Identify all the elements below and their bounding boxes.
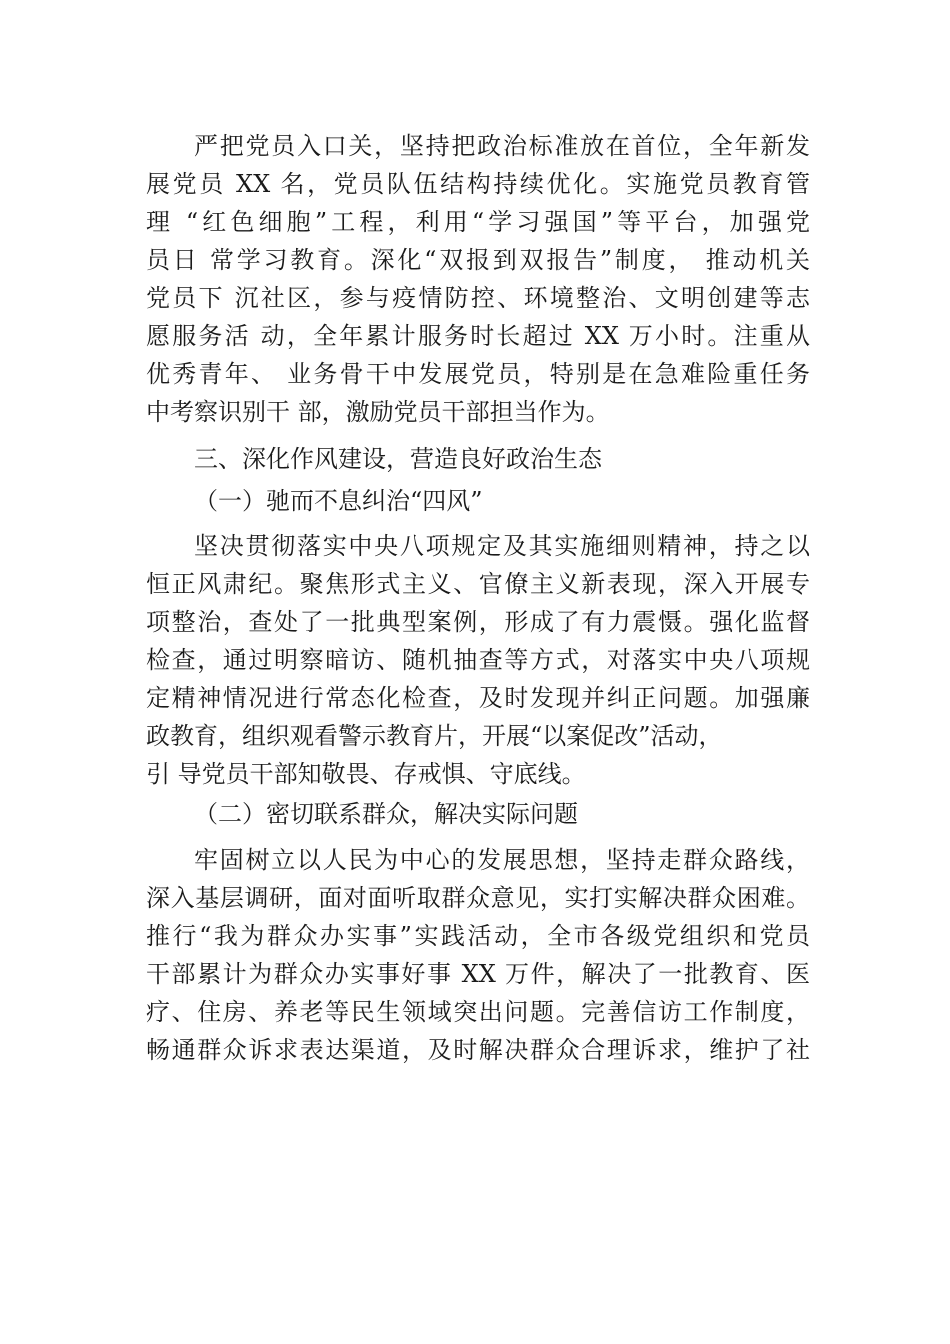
paragraph-3-line-5: 疗、住房、养老等民生领域突出问题。完善信访工作制度， (146, 998, 810, 1026)
paragraph-2-line-1: 坚决贯彻落实中央八项规定及其实施细则精神，持之以 (194, 532, 810, 560)
paragraph-2-line-2: 恒正风肃纪。聚焦形式主义、官僚主义新表现，深入开展专 (146, 570, 810, 598)
paragraph-2-line-7: 引 导党员干部知敬畏、存戒惧、守底线。 (146, 760, 586, 788)
paragraph-1-line-5: 党员下 沉社区，参与疫情防控、环境整治、文明创建等志 (146, 284, 810, 312)
paragraph-3-line-2: 深入基层调研，面对面听取群众意见，实打实解决群众困难。 (146, 884, 810, 912)
paragraph-2-line-5: 定精神情况进行常态化检查，及时发现并纠正问题。加强廉 (146, 684, 810, 712)
paragraph-1-line-1: 严把党员入口关，坚持把政治标准放在首位，全年新发 (194, 132, 810, 160)
paragraph-3-line-3: 推行“我为群众办实事”实践活动，全市各级党组织和党员 (146, 922, 810, 950)
paragraph-3-line-4: 干部累计为群众办实事好事 XX 万件，解决了一批教育、医 (146, 960, 810, 988)
paragraph-1-line-8: 中考察识别干 部，激励党员干部担当作为。 (146, 398, 610, 426)
paragraph-2-line-3: 项整治，查处了一批典型案例，形成了有力震慑。强化监督 (146, 608, 810, 636)
subsection-heading-1: （一）驰而不息纠治“四风” (194, 487, 483, 515)
paragraph-1-line-7: 优秀青年、 业务骨干中发展党员，特别是在急难险重任务 (146, 360, 810, 388)
paragraph-3-line-6: 畅通群众诉求表达渠道，及时解决群众合理诉求，维护了社 (146, 1036, 810, 1064)
paragraph-1-line-2: 展党员 XX 名，党员队伍结构持续优化。实施党员教育管 (146, 170, 810, 198)
subsection-heading-2: （二）密切联系群众，解决实际问题 (194, 800, 578, 828)
paragraph-2-line-6: 政教育，组织观看警示教育片，开展“以案促改”活动， (146, 722, 723, 750)
paragraph-3-line-1: 牢固树立以人民为中心的发展思想，坚持走群众路线， (194, 846, 810, 874)
section-heading-3: 三、深化作风建设，营造良好政治生态 (194, 445, 602, 473)
paragraph-1-line-6: 愿服务活 动，全年累计服务时长超过 XX 万小时。注重从 (146, 322, 810, 350)
paragraph-2-line-4: 检查，通过明察暗访、随机抽查等方式，对落实中央八项规 (146, 646, 810, 674)
paragraph-1-line-4: 员日 常学习教育。深化“双报到双报告”制度， 推动机关 (146, 246, 810, 274)
paragraph-1-line-3: 理 “红色细胞”工程，利用“学习强国”等平台，加强党 (146, 208, 810, 236)
